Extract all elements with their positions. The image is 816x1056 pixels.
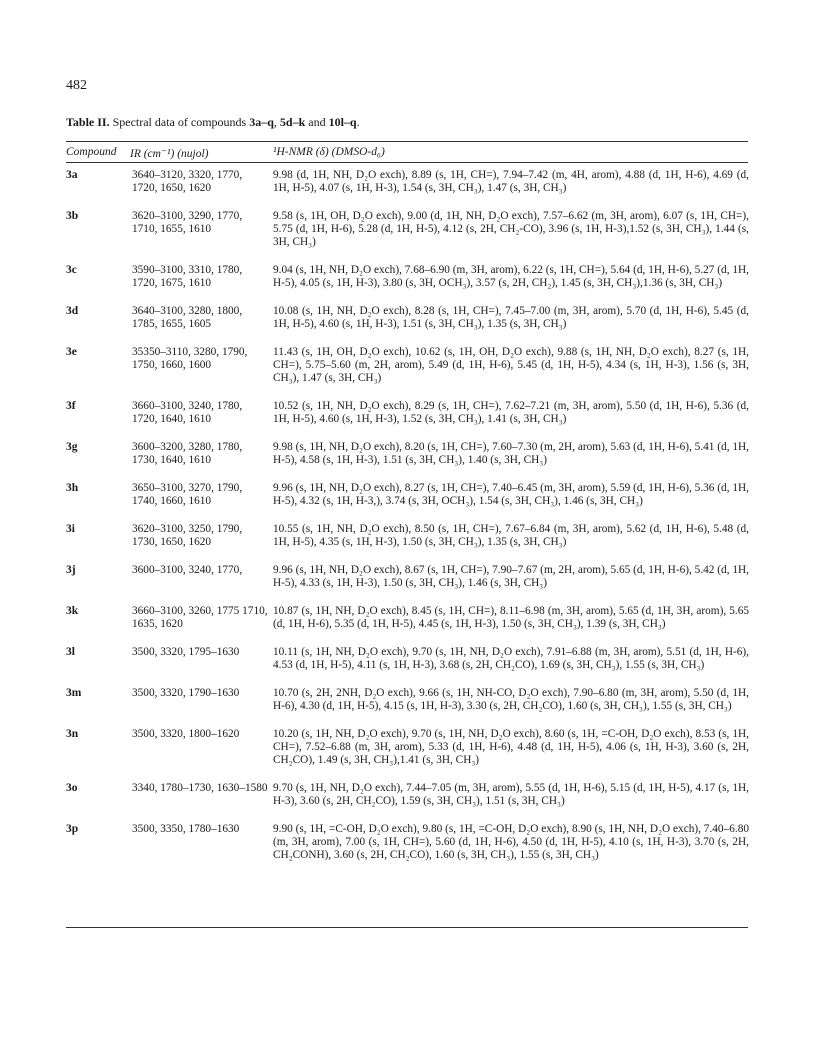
ir-cell: 3600–3100, 3240, 1770, bbox=[132, 564, 243, 576]
nmr-cell: 10.11 (s, 1H, NH, D₂O exch), 9.70 (s, 1H, NH, D₂O exch), 7.91–6.88 (m, 3H, arom), 5.51 (d, 1H, H-6), 4.53 (d, 1H, H-5), 4.11 (s, 1H, H-3), 3.68 (s, 2H, CH₂CO), 1.69 (s, 3H, CH₃), 1.55 (s, 3H, CH₃) bbox=[273, 646, 749, 671]
compound-cell: 3b bbox=[66, 210, 79, 222]
compound-cell: 3k bbox=[66, 605, 79, 617]
caption-compound-range: 10l–q bbox=[328, 115, 357, 129]
nmr-cell: 10.20 (s, 1H, NH, D₂O exch), 9.70 (s, 1H, NH, D₂O exch), 8.60 (s, 1H, =C-OH, D₂O exch), 8.53 (s, 1H, CH=), 7.52–6.88 (m, 3H, arom), 5.33 (d, 1H, H-6), 4.48 (d, 1H, H-5), 4.06 (s, 1H, H-3), 3.60 (s, 2H, CH₂CO), 1.49 (s, 3H, CH₃),1.41 (s, 3H, CH₃) bbox=[273, 728, 749, 766]
ir-cell: 3500, 3350, 1780–1630 bbox=[132, 823, 240, 835]
compound-cell: 3o bbox=[66, 782, 78, 794]
nmr-cell: 10.52 (s, 1H, NH, D₂O exch), 8.29 (s, 1H, CH=), 7.62–7.21 (m, 3H, arom), 5.50 (d, 1H, H-6), 5.36 (d, 1H, H-5), 4.60 (s, 1H, H-3), 1.52 (s, 3H, CH₃), 1.41 (s, 3H, CH₃) bbox=[273, 400, 749, 425]
nmr-cell: 10.70 (s, 2H, 2NH, D₂O exch), 9.66 (s, 1H, NH-CO, D₂O exch), 7.90–6.80 (m, 3H, arom), 5.50 (d, 1H, H-6), 4.30 (d, 1H, H-5), 4.15 (s, 1H, H-3), 3.30 (s, 2H, CH₂CO), 1.60 (s, 3H, CH₃), 1.55 (s, 3H, CH₃) bbox=[273, 687, 749, 712]
caption-text: and bbox=[305, 115, 329, 129]
nmr-cell: 9.98 (d, 1H, NH, D₂O exch), 8.89 (s, 1H, CH=), 7.94–7.42 (m, 4H, arom), 4.88 (d, 1H, H-6), 4.69 (d, 1H, H-5), 4.07 (s, 1H, H-3), 1.54 (s, 3H, CH₃), 1.47 (s, 3H, CH₃) bbox=[273, 169, 749, 194]
ir-cell: 3600–3200, 3280, 1780, 1730, 1640, 1610 bbox=[132, 441, 243, 466]
ir-cell: 3640–3120, 3320, 1770, 1720, 1650, 1620 bbox=[132, 169, 243, 194]
compound-cell: 3n bbox=[66, 728, 79, 740]
ir-cell: 3500, 3320, 1795–1630 bbox=[132, 646, 240, 658]
compound-cell: 3g bbox=[66, 441, 78, 453]
nmr-cell: 9.04 (s, 1H, NH, D₂O exch), 7.68–6.90 (m, 3H, arom), 6.22 (s, 1H, CH=), 5.64 (d, 1H, H-6), 5.27 (d, 1H, H-5), 4.05 (s, 1H, H-3), 3.80 (s, 3H, OCH₃), 3.57 (s, 2H, CH₂), 1.45 (s, 3H, CH₃),1.36 (s, 3H, CH₃) bbox=[273, 264, 749, 289]
compound-cell: 3h bbox=[66, 482, 79, 494]
ir-cell: 3660–3100, 3260, 1775 1710, 1635, 1620 bbox=[132, 605, 268, 630]
nmr-cell: 10.55 (s, 1H, NH, D₂O exch), 8.50 (s, 1H, CH=), 7.67–6.84 (m, 3H, arom), 5.62 (d, 1H, H-6), 5.48 (d, 1H, H-5), 4.35 (s, 1H, H-3), 1.50 (s, 3H, CH₃), 1.35 (s, 3H, CH₃) bbox=[273, 523, 749, 548]
compound-cell: 3l bbox=[66, 646, 75, 658]
ir-cell: 3500, 3320, 1790–1630 bbox=[132, 687, 240, 699]
compound-cell: 3d bbox=[66, 305, 79, 317]
nmr-cell: 9.58 (s, 1H, OH, D₂O exch), 9.00 (d, 1H, NH, D₂O exch), 7.57–6.62 (m, 3H, arom), 6.07 (s, 1H, CH=), 5.75 (d, 1H, H-6), 5.28 (d, 1H, H-5), 4.12 (s, 2H, CH₂-CO), 3.96 (s, 1H, H-3),1.52 (s, 3H, CH₃), 1.44 (s, 3H, CH₃) bbox=[273, 210, 749, 248]
ir-cell: 3620–3100, 3250, 1790, 1730, 1650, 1620 bbox=[132, 523, 243, 548]
caption-compound-range: 5d–k bbox=[279, 115, 306, 129]
header-nmr: ¹H-NMR (δ) (DMSO-d₆) bbox=[273, 146, 385, 158]
table-header-rule bbox=[66, 162, 748, 163]
ir-cell: 3590–3100, 3310, 1780, 1720, 1675, 1610 bbox=[132, 264, 243, 289]
compound-cell: 3m bbox=[66, 687, 82, 699]
ir-cell: 3660–3100, 3240, 1780, 1720, 1640, 1610 bbox=[132, 400, 243, 425]
compound-cell: 3a bbox=[66, 169, 78, 181]
nmr-cell: 9.96 (s, 1H, NH, D₂O exch), 8.67 (s, 1H, CH=), 7.90–7.67 (m, 2H, arom), 5.65 (d, 1H, H-6), 5.42 (d, 1H, H-5), 4.33 (s, 1H, H-3), 1.50 (s, 3H, CH₃), 1.46 (s, 3H, CH₃) bbox=[273, 564, 749, 589]
compound-cell: 3e bbox=[66, 346, 77, 358]
compound-cell: 3f bbox=[66, 400, 76, 412]
caption-label: Table II. bbox=[66, 115, 110, 129]
compound-cell: 3p bbox=[66, 823, 79, 835]
caption-compound-range: 3a–q bbox=[249, 115, 274, 129]
nmr-cell: 9.70 (s, 1H, NH, D₂O exch), 7.44–7.05 (m, 3H, arom), 5.55 (d, 1H, H-6), 5.15 (d, 1H, H-5), 4.17 (s, 1H, H-3), 3.60 (s, 2H, CH₂CO), 1.59 (s, 3H, CH₃), 1.51 (s, 3H, CH₃) bbox=[273, 782, 749, 807]
nmr-cell: 9.90 (s, 1H, =C-OH, D₂O exch), 9.80 (s, 1H, =C-OH, D₂O exch), 8.90 (s, 1H, NH, D₂O exch), 7.40–6.80 (m, 3H, arom), 7.00 (s, 1H, CH=), 5.60 (d, 1H, H-6), 4.50 (d, 1H, H-5), 4.10 (s, 1H, H-3), 3.70 (s, 2H, CH₂CONH), 3.60 (s, 2H, CH₂CO), 1.60 (s, 3H, CH₃), 1.55 (s, 3H, CH₃) bbox=[273, 823, 749, 861]
nmr-cell: 11.43 (s, 1H, OH, D₂O exch), 10.62 (s, 1H, OH, D₂O exch), 9.88 (s, 1H, NH, D₂O exch), 8.27 (s, 1H, CH=), 5.75–5.60 (m, 2H, arom), 5.49 (d, 1H, H-6), 5.45 (d, 1H, H-5), 4.34 (s, 1H, H-3), 1.56 (s, 3H, CH₃), 1.47 (s, 3H, CH₃) bbox=[273, 346, 749, 384]
table-caption bbox=[66, 115, 360, 130]
caption-text: , bbox=[273, 115, 280, 129]
table-top-rule bbox=[66, 141, 748, 142]
ir-cell: 35350–3110, 3280, 1790, 1750, 1660, 1600 bbox=[132, 346, 248, 371]
page-number: 482 bbox=[66, 78, 87, 93]
caption-text: . bbox=[356, 115, 360, 129]
ir-cell: 3640–3100, 3280, 1800, 1785, 1655, 1605 bbox=[132, 305, 243, 330]
compound-cell: 3i bbox=[66, 523, 75, 535]
header-ir: IR (cm⁻¹) (nujol) bbox=[130, 148, 209, 160]
compound-cell: 3j bbox=[66, 564, 76, 576]
nmr-cell: 10.87 (s, 1H, NH, D₂O exch), 8.45 (s, 1H, CH=), 8.11–6.98 (m, 3H, arom), 5.65 (d, 1H, 3H, arom), 5.65 (d, 1H, H-6), 5.35 (d, 1H, H-5), 4.45 (s, 1H, H-3), 1.50 (s, 3H, CH₃), 1.39 (s, 3H, CH₃) bbox=[273, 605, 749, 630]
caption-text: Spectral data of compounds bbox=[109, 115, 250, 129]
nmr-cell: 10.08 (s, 1H, NH, D₂O exch), 8.28 (s, 1H, CH=), 7.45–7.00 (m, 3H, arom), 5.70 (d, 1H, H-6), 5.45 (d, 1H, H-5), 4.60 (s, 1H, H-3), 1.51 (s, 3H, CH₃), 1.35 (s, 3H, CH₃) bbox=[273, 305, 749, 330]
nmr-cell: 9.96 (s, 1H, NH, D₂O exch), 8.27 (s, 1H, CH=), 7.40–6.45 (m, 3H, arom), 5.59 (d, 1H, H-6), 5.36 (d, 1H, H-5), 4.32 (s, 1H, H-3,), 3.74 (s, 3H, OCH₃), 1.54 (s, 3H, CH₃), 1.46 (s, 3H, CH₃) bbox=[273, 482, 749, 507]
ir-cell: 3500, 3320, 1800–1620 bbox=[132, 728, 240, 740]
nmr-cell: 9.98 (s, 1H, NH, D₂O exch), 8.20 (s, 1H, CH=), 7.60–7.30 (m, 2H, arom), 5.63 (d, 1H, H-6), 5.41 (d, 1H, H-5), 4.58 (s, 1H, H-3), 1.51 (s, 3H, CH₃), 1.40 (s, 3H, CH₃) bbox=[273, 441, 749, 466]
compound-cell: 3c bbox=[66, 264, 77, 276]
ir-cell: 3340, 1780–1730, 1630–1580 bbox=[132, 782, 268, 794]
header-compound: Compound bbox=[66, 146, 117, 158]
table-bottom-rule bbox=[66, 927, 748, 928]
ir-cell: 3620–3100, 3290, 1770, 1710, 1655, 1610 bbox=[132, 210, 243, 235]
ir-cell: 3650–3100, 3270, 1790, 1740, 1660, 1610 bbox=[132, 482, 243, 507]
